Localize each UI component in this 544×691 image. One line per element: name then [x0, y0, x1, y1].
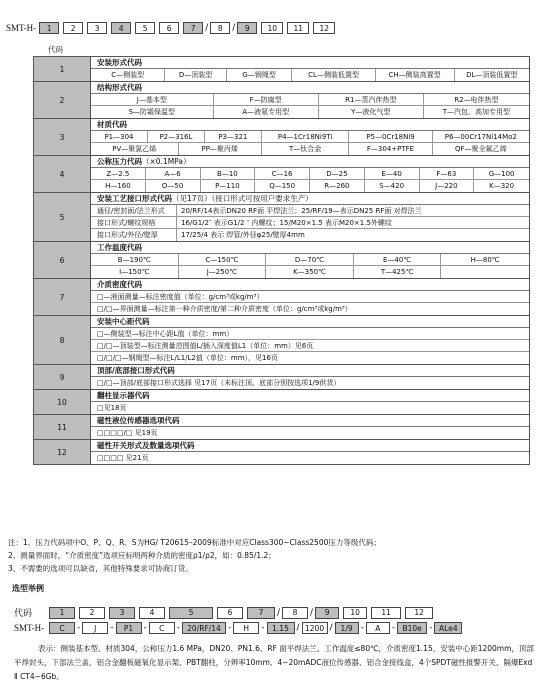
section-number: 3: [34, 119, 91, 156]
code-box-7: 7: [183, 22, 203, 34]
option-cell: K—320: [489, 182, 515, 190]
interface-value: 17/25/4 表示 焊管/外径φ25/壁厚4mm: [181, 231, 305, 239]
section-title: 安装中心距代码: [91, 316, 529, 328]
option-cell: H—160: [91, 180, 146, 192]
code-box-1: 1: [39, 22, 59, 34]
section-title: 结构形式代码: [91, 82, 529, 94]
interface-label: 通径/密封面/法兰形式: [91, 205, 177, 216]
example-value-box-5: 20/RF/14: [182, 622, 226, 634]
option-cell: A—6: [146, 168, 201, 180]
option-cell: P5—0Cr18Ni9: [349, 131, 432, 143]
separator-8: /: [232, 23, 236, 33]
section-2: [34, 82, 530, 119]
code-box-9: 9: [237, 22, 257, 34]
section-7: [34, 279, 530, 316]
section-number: 8: [34, 316, 91, 365]
example-code-box-3: 3: [109, 607, 135, 619]
section-number: 1: [34, 57, 91, 82]
section-11: [34, 415, 530, 440]
option-cell: D—25: [310, 168, 365, 180]
example-value-box-12: ALe4: [434, 622, 462, 634]
section-9: [34, 365, 530, 390]
option-cell: C—16: [255, 168, 310, 180]
section-title: 磁性液位传感器选项代码: [91, 415, 529, 427]
section-title: 顶部/底部接口形式代码: [91, 365, 529, 377]
example-value-box-4: C: [149, 622, 175, 634]
example-code-box-6: 6: [217, 607, 243, 619]
option-line: □/□—顶装型—标注测量范围值L/插入深度值L1（单位：mm）见6页: [91, 340, 529, 352]
example-value-box-7: 1.15: [267, 622, 295, 634]
spec-table: [33, 56, 530, 465]
code-box-11: 11: [287, 22, 309, 34]
option-cell: F—304+PTFE: [349, 143, 432, 155]
section-number: 11: [34, 415, 91, 440]
example-code-box-10: 10: [343, 607, 367, 619]
option-cell: D—70℃: [266, 254, 354, 266]
example-code-prefix: 代码: [14, 608, 33, 618]
example-value-row: SMT-H- C - J - P1 - C - 20/RF/14 - H - 1.15 / 1200 / 1/9 - A - B10e - ALe4: [14, 622, 462, 634]
example-code-row: 代码 1 2 3 4 5 6 7 / 8 / 9 10 11 12: [14, 606, 433, 619]
section-5: [34, 193, 530, 242]
section-number: 5: [34, 193, 91, 242]
separator-7: /: [205, 23, 209, 33]
option-cell: F—63: [420, 168, 475, 180]
example-value-box-6: H: [233, 622, 259, 634]
option-cell: T—钛合金: [262, 143, 350, 155]
option-cell: O—50: [146, 180, 201, 192]
option-cell: P4—1Cr18Ni9Ti: [262, 131, 350, 143]
option-cell: DL—顶装低置型: [466, 71, 518, 79]
option-cell: J—250℃: [179, 266, 267, 278]
section-10: [34, 390, 530, 415]
example-code-box-12: 12: [405, 607, 433, 619]
option-cell: S—420: [365, 180, 420, 192]
option-cell: R—260: [310, 180, 365, 192]
interface-label: 接口形式/螺纹规格: [91, 217, 177, 228]
interface-label: 接口形式/外径/壁厚: [91, 229, 177, 241]
option-line: □□□□/□ 见19页: [97, 429, 158, 437]
example-value-box-11: B10e: [397, 622, 427, 634]
option-cell: H—80℃: [441, 254, 529, 266]
option-cell: P1—304: [91, 131, 148, 143]
option-cell: P—110: [201, 180, 256, 192]
section-title: 工作温度代码: [91, 242, 529, 254]
option-line: □—液面测量—标注密度值（单位：g/cm³或kg/m³）: [91, 291, 529, 303]
option-line: □—侧装型—标注中心距L值（单位：mm）: [91, 328, 529, 340]
interface-value: 16/G1/2″ 表示G1/2 ″ 内螺纹；15/M20×1.5 表示M20×1.5外螺纹: [181, 219, 392, 227]
example-title: 选型举例: [12, 584, 44, 593]
option-cell: J—基本型: [91, 94, 214, 106]
section-number: 7: [34, 279, 91, 316]
option-cell: R1—蒸汽伴热型: [319, 94, 424, 106]
example-value-box-2: J: [82, 622, 108, 634]
code-box-8: 8: [210, 22, 230, 34]
note-line: 注：1、压力代码项中O、P、Q、R、S为HG/ T20615–2009标准中对应Class300~Class2500压力等级代码；: [8, 538, 381, 547]
option-cell: P2—316L: [148, 131, 205, 143]
section-number: 2: [34, 82, 91, 119]
option-cell: A—液氨专用型: [214, 106, 319, 118]
example-code-box-1: 1: [49, 607, 75, 619]
section-number: 9: [34, 365, 91, 390]
code-prefix: SMT-H-: [6, 23, 37, 33]
option-cell: F—防腐型: [214, 94, 319, 106]
example-code-box-8: 8: [282, 607, 308, 619]
interface-value: 20/RF/14表示DN20 RF面 平焊法兰；25/RF/19—表示DN25 RF面 对焊法兰: [181, 207, 422, 215]
code-box-4: 4: [111, 22, 131, 34]
option-cell: R2—电伴热型: [424, 94, 529, 106]
option-cell: Z—2.5: [91, 168, 146, 180]
option-cell: D—顶装型: [165, 69, 226, 81]
code-box-12: 12: [313, 22, 335, 34]
note-line: 2、测量界面时，“介质密度”选项应标明两种介质的密度ρ1/ρ2，如：0.85/1.2；: [8, 551, 276, 560]
option-cell: B—190℃: [91, 254, 179, 266]
example-value-box-10: A: [366, 622, 390, 634]
section-number: 12: [34, 440, 91, 465]
option-cell: K—350℃: [266, 266, 354, 278]
section-title: 介质密度代码: [91, 279, 529, 291]
section-3: [34, 119, 530, 156]
option-cell: J—220: [420, 180, 475, 192]
option-cell: [441, 266, 529, 278]
section-4: [34, 156, 530, 193]
section-6: [34, 242, 530, 279]
option-line: □见18页: [97, 404, 127, 412]
option-cell: PP—聚丙烯: [179, 143, 262, 155]
section-title: 安装工艺接口形式代码: [97, 194, 172, 203]
example-value-box-1: C: [49, 622, 75, 634]
section-number: 10: [34, 390, 91, 415]
example-code-box-9: 9: [315, 607, 339, 619]
option-cell: G—钢绳型: [227, 69, 293, 81]
option-cell: C—150℃: [179, 254, 267, 266]
code-box-5: 5: [135, 22, 155, 34]
option-cell: P3—321: [205, 131, 262, 143]
option-cell: Y—液化气型: [319, 106, 424, 118]
top-code-row: [6, 22, 335, 34]
section-title-extra: （见17页）（接口形式可按用户要求生产）: [172, 194, 313, 203]
option-line: □/□—顶部/底部接口形式选择 见17页（未标注顶、底部分别按选项1/9供货）: [97, 379, 341, 387]
example-code-box-7: 7: [247, 607, 275, 619]
option-cell: CH—侧装高置型: [376, 69, 455, 81]
example-code-box-4: 4: [139, 607, 165, 619]
section-8: [34, 316, 530, 365]
option-cell: CL—侧装低置型: [292, 69, 375, 81]
option-cell: P6—00Cr17Ni14Mo2: [433, 131, 529, 143]
option-cell: C—侧装型: [91, 69, 165, 81]
example-code-box-11: 11: [371, 607, 401, 619]
option-cell: T—425℃: [354, 266, 442, 278]
example-value-prefix: SMT-H-: [14, 623, 45, 633]
example-value-box-3: P1: [116, 622, 142, 634]
option-cell: G—100: [474, 168, 529, 180]
section-title: 翻柱显示器代码: [91, 390, 529, 402]
option-cell: PV—聚氯乙烯: [91, 143, 179, 155]
example-description: 表示：侧装基本型、材质304，公称压力1.6 MPa，DN20、PN1.6、RF 面平焊法兰、工作温度≤80℃，介质密度1.15，安装中心距1200mm，顶部平焊封头，下部法兰盖，铝合金翻板磁氧化显示架、PBT翻柱，分辨率10mm、4~20mADC液位传感器、铝合金接线盒，4个SPDT磁性报警开关、隔爆Exd Ⅱ CT4~6Gb。: [14, 644, 534, 681]
option-cell: B—10: [201, 168, 256, 180]
section-12: [34, 440, 530, 465]
option-cell: E—40: [365, 168, 420, 180]
option-cell: S—防霜保温型: [91, 106, 214, 118]
note-line: 3、不需要的选项可以缺省，其他特殊要求可协商订货。: [8, 564, 193, 573]
example-value-box-8: 1200: [302, 622, 328, 634]
option-cell: E—40℃: [354, 254, 442, 266]
example-code-box-5: 5: [169, 607, 213, 619]
section-title: 公称压力代码: [97, 157, 142, 166]
section-title-extra: （×0.1MPa）: [142, 157, 191, 166]
option-line: □/□/□—钢绳型—标注L/L1/L2值（单位：mm），见16页: [97, 354, 278, 362]
code-column-label: 代码: [48, 45, 63, 54]
option-cell: I—150℃: [91, 266, 179, 278]
code-box-6: 6: [159, 22, 179, 34]
section-number: 6: [34, 242, 91, 279]
section-title: 磁性开关形式及数量选项代码: [91, 440, 529, 452]
option-line: □□□□ 见21页: [97, 454, 149, 462]
example-value-box-9: 1/9: [335, 622, 359, 634]
option-cell: T—汽包、高加专用型: [442, 108, 511, 116]
example-code-box-2: 2: [79, 607, 105, 619]
option-cell: Q—150: [255, 180, 310, 192]
section-number: 4: [34, 156, 91, 193]
code-box-2: 2: [63, 22, 83, 34]
option-cell: QF—聚全氟乙烯: [455, 145, 507, 153]
section-title: 材质代码: [91, 119, 529, 131]
code-box-10: 10: [261, 22, 283, 34]
option-line: □/□—界面测量—标注第一种介质密度/第二种介质密度（单位：g/cm³或kg/m³）: [97, 305, 352, 313]
section-1: [34, 57, 530, 82]
notes: [8, 536, 381, 575]
code-box-3: 3: [87, 22, 107, 34]
section-title: 安装形式代码: [91, 57, 529, 69]
